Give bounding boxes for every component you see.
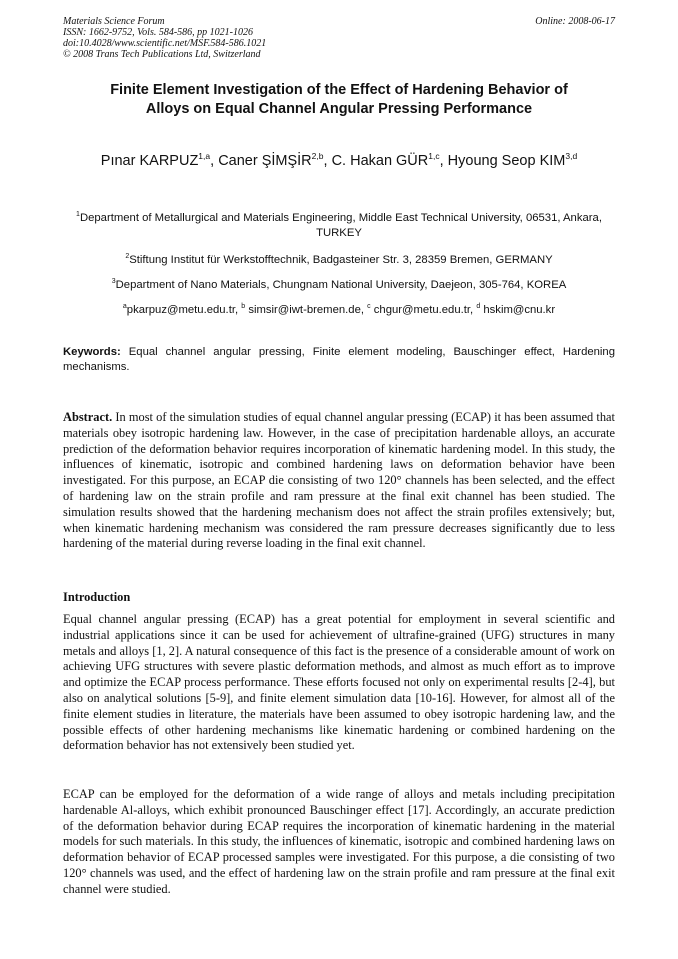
- author: Pınar KARPUZ$^{1,a}$: [100, 151, 211, 169]
- keywords: [63, 345, 615, 375]
- email[interactable]: $^b$ simsir@iwt-bremen.de: [241, 303, 361, 316]
- abstract: [63, 410, 615, 552]
- author-list: Pınar KARPUZ$^{1,a}$, Caner ŞİMŞİR$^{2,b}$, C. Hakan GÜR$^{1,c}$, Hyoung Seop KIM$^{3,d}$: [100, 151, 578, 169]
- author: Hyoung Seop KIM$^{3,d}$: [447, 151, 578, 169]
- email-list: $^a$pkarpuz@metu.edu.tr, $^b$ simsir@iwt-bremen.de, $^c$ chgur@metu.edu.tr, $^d$ hskim@cnu.kr: [122, 303, 556, 316]
- email[interactable]: $^a$pkarpuz@metu.edu.tr: [122, 303, 235, 316]
- abstract-label: Abstract.: [63, 410, 113, 424]
- keywords-label: Keywords:: [63, 346, 121, 358]
- email[interactable]: $^c$ chgur@metu.edu.tr: [367, 303, 471, 316]
- affiliation-1: $^1$Department of Metallurgical and Materials Engineering, Middle East Technical University, 06531, Ankara, TURKEY: [76, 211, 602, 239]
- title-line-1: Finite Element Investigation of the Effect of Hardening Behavior of: [110, 82, 568, 98]
- author: C. Hakan GÜR$^{1,c}$: [331, 151, 440, 169]
- journal-doi: doi:10.4028/www.scientific.net/MSF.584-586.1021: [63, 38, 267, 49]
- journal-header: [63, 16, 266, 60]
- keywords-text: Equal channel angular pressing, Finite element modeling, Bauschinger effect, Hardening mechanisms.: [63, 346, 615, 373]
- section-heading-introduction: Introduction: [63, 590, 131, 604]
- intro-paragraph-1: Equal channel angular pressing (ECAP) has a great potential for employment in several scientific and industrial applications since it can be used for achievement of ultrafine-grained (UFG) structures in many metals and alloys [1, 2]. A natural consequence of this fact is the presence of a considerable amount of work on achieving UFG structures with severe plastic deformation methods, and almost as much effort as to improve and optimize the ECAP process performance. These efforts focused not only on experimental results [2-4], but also on analytical solutions [5-9], and finite element simulation data [10-16]. However, for almost all of the finite element studies in literature, the materials have been assumed to obey isotropic hardening law, and the possible effects of other hardening mechanisms like kinematic hardening or combined hardening on the deformation behavior has not extensively been studied yet.: [63, 612, 615, 753]
- affiliation-2: $^2$Stiftung Institut für Werkstofftechnik, Badgasteiner Str. 3, 28359 Bremen, GERMANY: [125, 253, 553, 266]
- email[interactable]: $^d$ hskim@cnu.kr: [476, 303, 556, 316]
- paper-title: [63, 81, 615, 119]
- title-line-2: Alloys on Equal Channel Angular Pressing Performance: [145, 101, 533, 117]
- online-date: Online: 2008-06-17: [535, 16, 615, 27]
- abstract-text: In most of the simulation studies of equal channel angular pressing (ECAP) it has been assumed that materials obey isotropic hardening law. However, in the case of precipitation hardenable alloys, an accurate prediction of the deformation behavior requires incorporation of kinematic hardening model. In this study, the influences of kinematic, isotropic and combined hardening laws on deformation behavior have been investigated. For this purpose, an ECAP die consisting of two 120° channels has been selected, and the effect of hardening law on the strain profile and ram pressure at the final exit channel has been studied. The simulation results showed that the hardening mechanism does not affect the strain profiles extensively; but, when kinematic hardening mechanism was considered the ram pressure decreases significantly due to less hardening of the material during reverse loading in the final exit channel.: [63, 410, 615, 551]
- author: Caner ŞİMŞİR$^{2,b}$: [218, 151, 324, 169]
- intro-paragraph-2: ECAP can be employed for the deformation of a wide range of alloys and metals including precipitation hardenable Al-alloys, which exhibit pronounced Bauschinger effect [17]. Accordingly, an accurate prediction of the deformation behavior during ECAP requires the incorporation of kinematic hardening in the material models for such materials. In this study, the influences of kinematic, isotropic and combined hardening laws on deformation behavior of ECAP processed samples were investigated. For this purpose, a die consisting of two 120° channels was used, and the effect of hardening law on the strain profile and ram pressure at the final exit channel were studied.: [63, 787, 615, 896]
- journal-copyright: © 2008 Trans Tech Publications Ltd, Switzerland: [63, 49, 261, 60]
- affiliation-3: $^3$Department of Nano Materials, Chungnam National University, Daejeon, 305-764, KOREA: [111, 278, 567, 291]
- journal-issn: ISSN: 1662-9752, Vols. 584-586, pp 1021-1026: [63, 27, 253, 38]
- journal-name: Materials Science Forum: [63, 16, 165, 27]
